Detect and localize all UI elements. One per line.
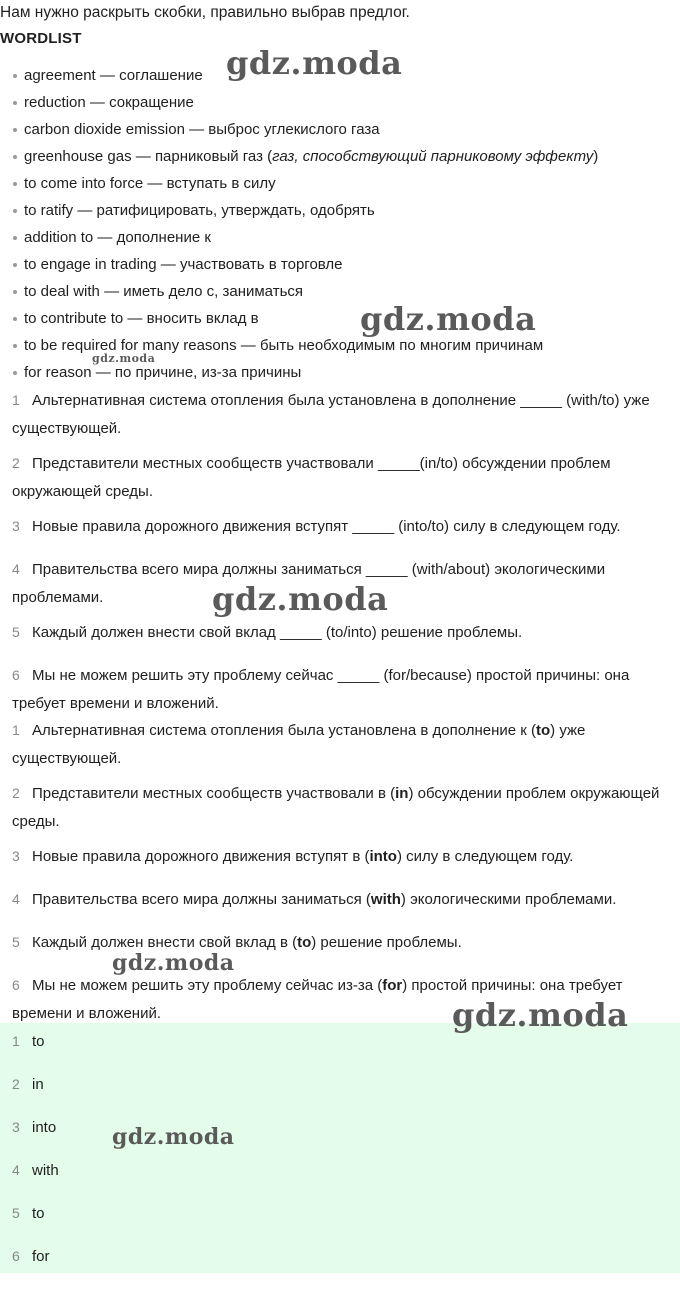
task-text: Альтернативная система отопления была установлена в дополнение _____ (with/to) уже существующей. bbox=[12, 392, 650, 437]
solution-answer: to bbox=[535, 722, 551, 739]
dash: — bbox=[77, 202, 93, 219]
solution-item bbox=[12, 716, 674, 773]
answer-value: with bbox=[32, 1162, 59, 1179]
dash: — bbox=[99, 67, 115, 84]
watermark: gdz.moda bbox=[226, 44, 403, 82]
word-en: for reason bbox=[24, 364, 92, 381]
word-en: to contribute to bbox=[24, 310, 124, 327]
watermark: gdz.moda bbox=[452, 996, 629, 1034]
wordlist-item bbox=[12, 173, 598, 200]
word-en: greenhouse gas bbox=[24, 148, 132, 165]
solution-text-before: Каждый должен внести свой вклад в ( bbox=[32, 934, 298, 951]
solution-text-before: Мы не можем решить эту проблему сейчас из-за ( bbox=[32, 977, 383, 994]
wordlist-title: WORDLIST bbox=[0, 30, 82, 47]
answer-value: in bbox=[32, 1076, 44, 1093]
word-ru: быть необходимым по многим причинам bbox=[259, 337, 544, 354]
solution-number: 3 bbox=[12, 848, 20, 864]
dash: — bbox=[104, 283, 120, 300]
task-number: 3 bbox=[12, 518, 20, 534]
word-explanation: газ, способствующий парниковому эффекту bbox=[272, 148, 594, 165]
solution-text-before: Правительства всего мира должны заниматься ( bbox=[32, 891, 371, 908]
solution-text-after: ) решение проблемы. bbox=[311, 934, 462, 951]
answer-number: 4 bbox=[12, 1162, 20, 1178]
solution-text-after: ) экологическими проблемами. bbox=[400, 891, 617, 908]
intro-text: Нам нужно раскрыть скобки, правильно выбрав предлог. bbox=[0, 4, 410, 21]
dash: — bbox=[135, 148, 151, 165]
solution-number: 1 bbox=[12, 722, 20, 738]
wordlist-item bbox=[12, 254, 598, 281]
answer-number: 3 bbox=[12, 1119, 20, 1135]
answer-number: 1 bbox=[12, 1033, 20, 1049]
solution-text-before: Новые правила дорожного движения вступят в ( bbox=[32, 848, 370, 865]
answer-row bbox=[12, 1202, 45, 1225]
task-text: Новые правила дорожного движения вступят _____ (into/to) силу в следующем году. bbox=[32, 518, 621, 535]
dash: — bbox=[95, 364, 111, 381]
task-item bbox=[12, 618, 674, 647]
wordlist-item bbox=[12, 227, 598, 254]
task-number: 6 bbox=[12, 667, 20, 683]
watermark: gdz.moda bbox=[92, 352, 156, 365]
word-en: to come into force bbox=[24, 175, 144, 192]
solution-item bbox=[12, 885, 674, 914]
answer-row bbox=[12, 1159, 59, 1182]
solution-text-after: ) уже существующей. bbox=[12, 722, 586, 767]
task-number: 5 bbox=[12, 624, 20, 640]
word-en: to be required for many reasons bbox=[24, 337, 237, 354]
task-text: Каждый должен внести свой вклад _____ (to/into) решение проблемы. bbox=[32, 624, 523, 641]
word-en: carbon dioxide emission bbox=[24, 121, 185, 138]
answer-value: to bbox=[32, 1205, 45, 1222]
task-item bbox=[12, 661, 674, 718]
watermark: gdz.moda bbox=[360, 300, 537, 338]
answer-number: 6 bbox=[12, 1248, 20, 1264]
solution-text-after: ) силу в следующем году. bbox=[396, 848, 574, 865]
watermark: gdz.moda bbox=[112, 950, 235, 976]
answer-number: 2 bbox=[12, 1076, 20, 1092]
answer-row bbox=[12, 1030, 45, 1053]
task-text: Правительства всего мира должны заниматься _____ (with/about) экологическими проблемами. bbox=[12, 561, 606, 606]
word-ru: выброс углекислого газа bbox=[208, 121, 380, 138]
word-ru: ратифицировать, утверждать, одобрять bbox=[96, 202, 375, 219]
word-en: to deal with bbox=[24, 283, 100, 300]
answer-row bbox=[12, 1116, 56, 1139]
task-text: Представители местных сообществ участвовали _____(in/to) обсуждении проблем окружающей среды. bbox=[12, 455, 611, 500]
watermark: gdz.moda bbox=[112, 1124, 235, 1150]
task-number: 2 bbox=[12, 455, 20, 471]
solution-text-before: Альтернативная система отопления была установлена в дополнение к ( bbox=[32, 722, 536, 739]
solution-answer: into bbox=[369, 848, 397, 865]
solution-number: 6 bbox=[12, 977, 20, 993]
solution-number: 5 bbox=[12, 934, 20, 950]
word-ru: парниковый газ ( bbox=[154, 148, 273, 165]
dash: — bbox=[160, 256, 176, 273]
word-en: to engage in trading bbox=[24, 256, 157, 273]
word-ru: вносить вклад в bbox=[146, 310, 259, 327]
answers-panel bbox=[0, 1023, 680, 1273]
word-ru: сокращение bbox=[109, 94, 194, 111]
answer-row bbox=[12, 1073, 44, 1096]
task-number: 4 bbox=[12, 561, 20, 577]
answer-number: 5 bbox=[12, 1205, 20, 1221]
solution-text-after: ) простой причины: она требует времени и вложений. bbox=[12, 977, 623, 1022]
dash: — bbox=[127, 310, 143, 327]
word-ru: иметь дело с, заниматься bbox=[123, 283, 303, 300]
task-item bbox=[12, 386, 674, 443]
word-en: to ratify bbox=[24, 202, 74, 219]
word-ru: соглашение bbox=[119, 67, 203, 84]
answer-value: for bbox=[32, 1248, 50, 1265]
word-ru: участвовать в торговле bbox=[179, 256, 343, 273]
task-number: 1 bbox=[12, 392, 20, 408]
wordlist-item bbox=[12, 362, 598, 389]
word-ru: вступать в силу bbox=[166, 175, 276, 192]
wordlist bbox=[12, 65, 598, 389]
answer-value: into bbox=[32, 1119, 57, 1136]
solution-answer: in bbox=[395, 785, 409, 802]
solution-answer: to bbox=[297, 934, 312, 951]
solution-text-before: Представители местных сообществ участвовали в ( bbox=[32, 785, 396, 802]
dash: — bbox=[189, 121, 205, 138]
word-ru: дополнение к bbox=[116, 229, 211, 246]
solution-text-after: ) обсуждении проблем окружающей среды. bbox=[12, 785, 660, 830]
wordlist-item bbox=[12, 200, 598, 227]
solution-item bbox=[12, 842, 674, 871]
answer-row bbox=[12, 1245, 50, 1268]
task-text: Мы не можем решить эту проблему сейчас _____ (for/because) простой причины: она требует времени и вложений. bbox=[12, 667, 630, 712]
word-en: addition to bbox=[24, 229, 94, 246]
solution-number: 2 bbox=[12, 785, 20, 801]
watermark: gdz.moda bbox=[212, 580, 389, 618]
answer-value: to bbox=[32, 1033, 45, 1050]
solution-answer: for bbox=[382, 977, 403, 994]
dash: — bbox=[240, 337, 256, 354]
wordlist-item bbox=[12, 146, 598, 173]
solution-item bbox=[12, 779, 674, 836]
close-paren: ) bbox=[593, 148, 599, 165]
wordlist-item bbox=[12, 119, 598, 146]
word-ru: по причине, из-за причины bbox=[114, 364, 302, 381]
solution-answer: with bbox=[370, 891, 401, 908]
task-item bbox=[12, 512, 674, 541]
word-en: reduction bbox=[24, 94, 86, 111]
dash: — bbox=[97, 229, 113, 246]
dash: — bbox=[89, 94, 105, 111]
dash: — bbox=[147, 175, 163, 192]
word-en: agreement bbox=[24, 67, 96, 84]
wordlist-item bbox=[12, 92, 598, 119]
solution-number: 4 bbox=[12, 891, 20, 907]
task-item bbox=[12, 449, 674, 506]
